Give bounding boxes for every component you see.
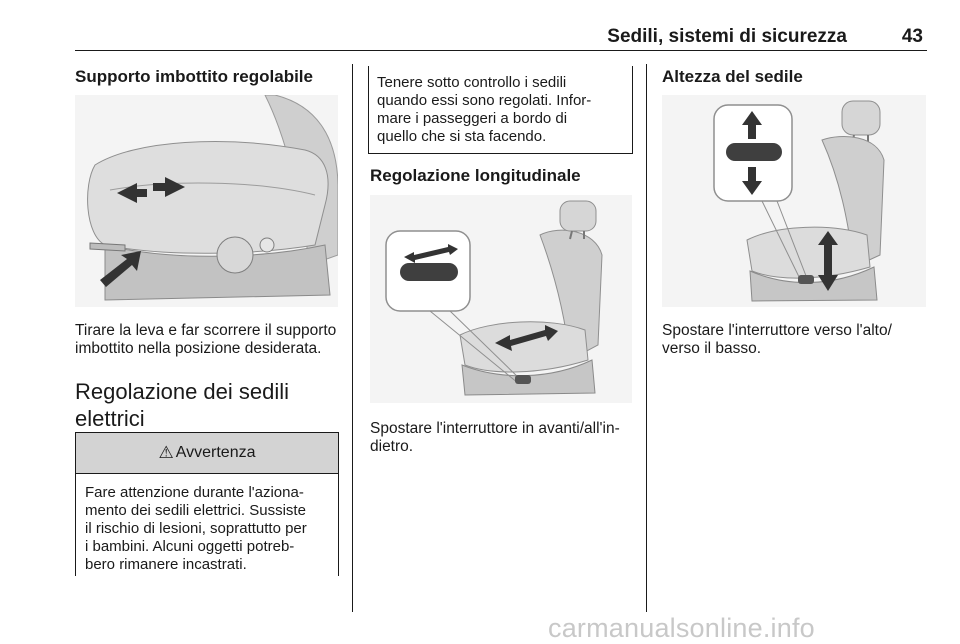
warning-title: Avvertenza bbox=[175, 444, 256, 461]
seat-longitudinal-switch-illustration bbox=[370, 195, 632, 403]
page-title: Sedili, sistemi di sicurezza bbox=[607, 26, 847, 47]
warning-header bbox=[76, 433, 338, 474]
seat-height-switch-illustration bbox=[662, 95, 926, 307]
caution-line: quando essi sono regolati. Infor- bbox=[377, 92, 592, 109]
section-title-line1: Regolazione dei sedili bbox=[75, 379, 290, 404]
figure-cushion bbox=[75, 95, 338, 307]
section-title-line2: elettrici bbox=[75, 406, 145, 431]
seat-cushion-adjust-illustration bbox=[75, 95, 338, 307]
page-number: 43 bbox=[901, 26, 923, 47]
warning-box bbox=[75, 432, 339, 576]
caution-line: quello che si sta facendo. bbox=[377, 128, 547, 145]
caption-longitudinal-line1: Spostare l'interruttore in avanti/all'in- bbox=[370, 420, 620, 437]
caption-height-line1: Spostare l'interruttore verso l'alto/ bbox=[662, 322, 892, 339]
warning-body bbox=[76, 474, 338, 574]
warning-line: i bambini. Alcuni oggetti potreb- bbox=[85, 538, 295, 555]
warning-triangle-icon: ⚠ bbox=[158, 443, 174, 462]
caution-box-continued bbox=[368, 66, 633, 154]
figure-longitudinal bbox=[370, 195, 632, 403]
warning-line: mento dei sedili elettrici. Sussiste bbox=[85, 502, 306, 519]
heading-seat-height: Altezza del sedile bbox=[662, 67, 803, 86]
heading-longitudinal: Regolazione longitudinale bbox=[370, 166, 581, 185]
caution-line: mare i passeggeri a bordo di bbox=[377, 110, 568, 127]
caption-cushion-line1: Tirare la leva e far scorrere il supporto bbox=[75, 322, 337, 339]
heading-adjustable-cushion: Supporto imbottito regolabile bbox=[75, 67, 313, 86]
caution-text bbox=[369, 66, 632, 146]
column-divider-1 bbox=[352, 64, 353, 612]
warning-line: bero rimanere incastrati. bbox=[85, 556, 247, 573]
column-divider-2 bbox=[646, 64, 647, 612]
page-header bbox=[75, 24, 927, 51]
warning-line: il rischio di lesioni, soprattutto per bbox=[85, 520, 307, 537]
watermark: carmanualsonline.info bbox=[548, 613, 815, 643]
figure-height bbox=[662, 95, 926, 307]
warning-line: Fare attenzione durante l'aziona- bbox=[85, 484, 304, 501]
caption-height-line2: verso il basso. bbox=[662, 340, 762, 357]
caution-line: Tenere sotto controllo i sedili bbox=[377, 74, 567, 91]
caption-cushion-line2: imbottito nella posizione desiderata. bbox=[75, 340, 322, 357]
caption-longitudinal-line2: dietro. bbox=[370, 438, 414, 455]
